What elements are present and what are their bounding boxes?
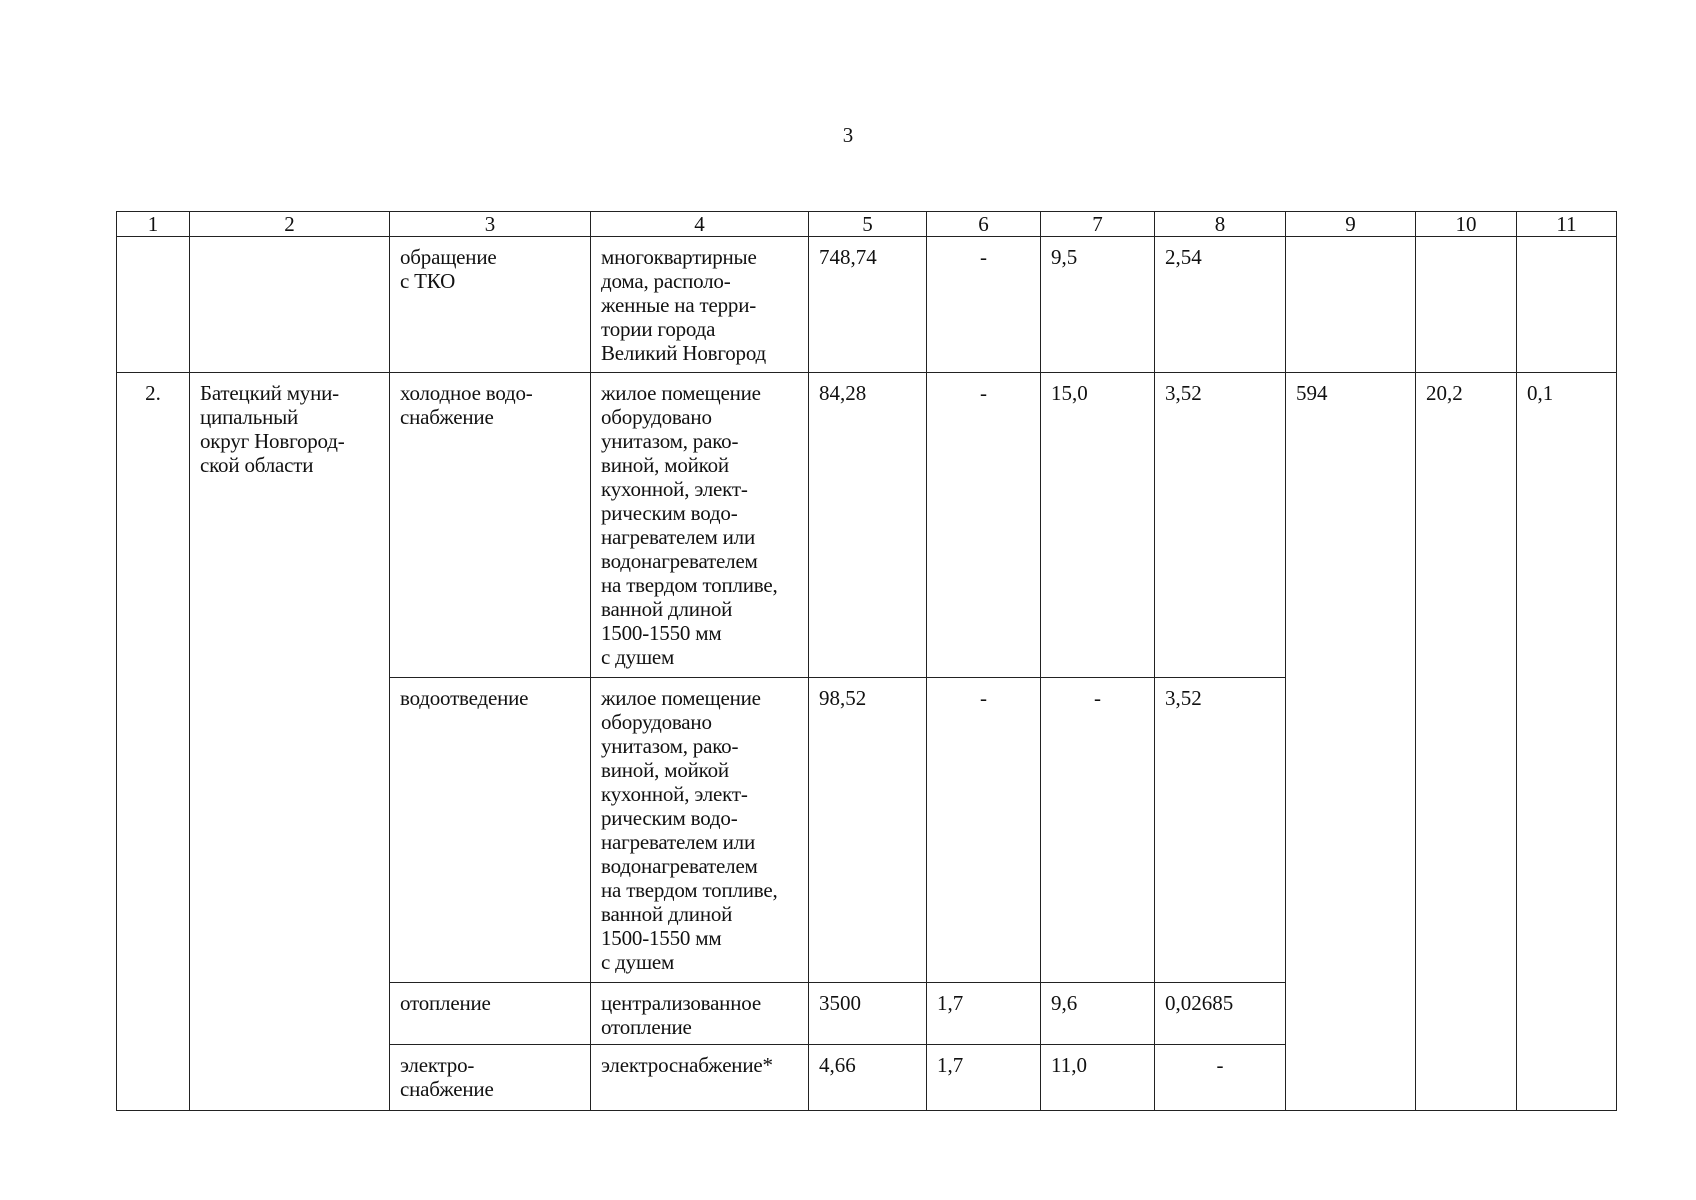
col10-value: 20,2 bbox=[1416, 373, 1517, 1111]
table-row bbox=[117, 373, 1617, 678]
col8-value: 2,54 bbox=[1155, 237, 1286, 373]
col6-value: - bbox=[927, 237, 1041, 373]
row-number-cell: 2. bbox=[117, 373, 190, 1111]
header-cell-11: 11 bbox=[1517, 212, 1617, 237]
conditions-cell: жилое помещение оборудовано унитазом, рако- виной, мойкой кухонной, элект- рическим водо- нагревателем или водонагревателем на твердом топливе, ванной длиной 1500-1550 мм с душем bbox=[591, 678, 809, 983]
col6-value: - bbox=[927, 373, 1041, 678]
col9-value: 594 bbox=[1286, 373, 1416, 1111]
col8-value: - bbox=[1155, 1045, 1286, 1111]
col7-value: 9,6 bbox=[1041, 983, 1155, 1045]
col6-value: - bbox=[927, 678, 1041, 983]
col5-value: 98,52 bbox=[809, 678, 927, 983]
service-cell: обращение с ТКО bbox=[390, 237, 591, 373]
col7-value: 11,0 bbox=[1041, 1045, 1155, 1111]
municipality-cell: Батецкий муни- ципальный округ Новгород- ской области bbox=[190, 373, 390, 1111]
table-header-row bbox=[117, 212, 1617, 237]
conditions-cell: многоквартирные дома, располо- женные на терри- тории города Великий Новгород bbox=[591, 237, 809, 373]
service-cell: отопление bbox=[390, 983, 591, 1045]
header-cell-5: 5 bbox=[809, 212, 927, 237]
col10-value bbox=[1416, 237, 1517, 373]
header-cell-4: 4 bbox=[591, 212, 809, 237]
conditions-cell: централизованное отопление bbox=[591, 983, 809, 1045]
header-cell-2: 2 bbox=[190, 212, 390, 237]
col8-value: 0,02685 bbox=[1155, 983, 1286, 1045]
header-cell-7: 7 bbox=[1041, 212, 1155, 237]
col8-value: 3,52 bbox=[1155, 678, 1286, 983]
col8-value: 3,52 bbox=[1155, 373, 1286, 678]
tariff-table bbox=[116, 211, 1617, 1111]
service-cell: водоотведение bbox=[390, 678, 591, 983]
col7-value: - bbox=[1041, 678, 1155, 983]
header-cell-3: 3 bbox=[390, 212, 591, 237]
col5-value: 4,66 bbox=[809, 1045, 927, 1111]
col7-value: 15,0 bbox=[1041, 373, 1155, 678]
header-cell-6: 6 bbox=[927, 212, 1041, 237]
col11-value bbox=[1517, 237, 1617, 373]
col5-value: 84,28 bbox=[809, 373, 927, 678]
col5-value: 3500 bbox=[809, 983, 927, 1045]
service-cell: холодное водо- снабжение bbox=[390, 373, 591, 678]
col6-value: 1,7 bbox=[927, 1045, 1041, 1111]
page-number: 3 bbox=[842, 123, 854, 147]
table-row bbox=[117, 237, 1617, 373]
row-number-cell bbox=[117, 237, 190, 373]
header-cell-1: 1 bbox=[117, 212, 190, 237]
municipality-cell bbox=[190, 237, 390, 373]
col5-value: 748,74 bbox=[809, 237, 927, 373]
header-cell-8: 8 bbox=[1155, 212, 1286, 237]
conditions-cell: электроснабжение* bbox=[591, 1045, 809, 1111]
col6-value: 1,7 bbox=[927, 983, 1041, 1045]
service-cell: электро- снабжение bbox=[390, 1045, 591, 1111]
header-cell-9: 9 bbox=[1286, 212, 1416, 237]
col7-value: 9,5 bbox=[1041, 237, 1155, 373]
col11-value: 0,1 bbox=[1517, 373, 1617, 1111]
header-cell-10: 10 bbox=[1416, 212, 1517, 237]
col9-value bbox=[1286, 237, 1416, 373]
conditions-cell: жилое помещение оборудовано унитазом, рако- виной, мойкой кухонной, элект- рическим водо- нагревателем или водонагревателем на твердом топливе, ванной длиной 1500-1550 мм с душем bbox=[591, 373, 809, 678]
